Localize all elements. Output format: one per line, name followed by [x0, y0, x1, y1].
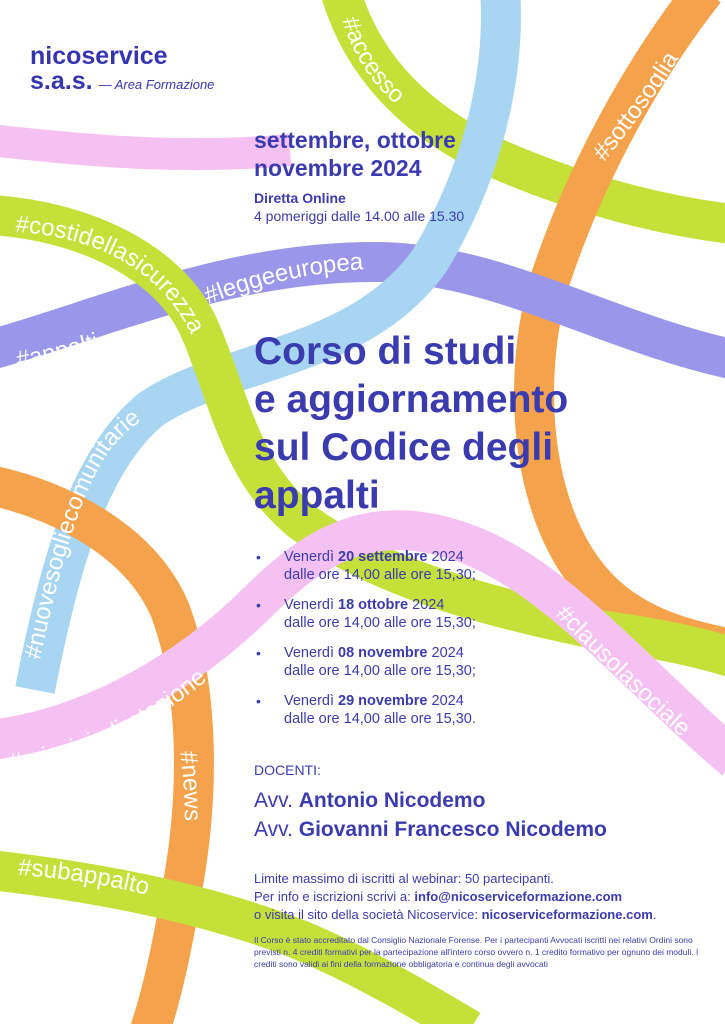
session-item	[256, 692, 556, 728]
sessions-list	[256, 548, 556, 740]
hashtag-nuovesogliecomunitarie: #nuovesogliecomunitarie	[19, 403, 146, 662]
teachers-list	[254, 786, 607, 844]
course-title-line: appalti	[254, 474, 380, 517]
teachers-label: DOCENTI:	[254, 762, 321, 778]
logo-second-line	[30, 69, 214, 97]
email-link[interactable]: info@nicoserviceformazione.com	[414, 889, 623, 904]
session-year: 2024	[427, 693, 464, 709]
session-item	[256, 548, 556, 584]
teacher-item	[254, 786, 607, 815]
hashtag-principiodirotazione: #principiodirotazione	[6, 663, 212, 777]
session-time: dalle ore 14,00 alle ore 15,30.	[284, 711, 476, 727]
hashtag-accesso: #accesso	[336, 13, 411, 109]
site-suffix: .	[652, 907, 657, 922]
delivery-mode: Diretta Online	[254, 190, 346, 206]
site-line	[254, 906, 714, 924]
teacher-name: Giovanni Francesco Nicodemo	[298, 818, 607, 841]
course-title-line: Corso di studi	[254, 330, 517, 373]
months-line-1: settembre, ottobre	[254, 127, 456, 153]
course-title-line: sul Codice degli	[254, 426, 554, 469]
accreditation-note: Il Corso è stato accreditato dal Consiglio Nazionale Forense. Per i partecipanti Avvocati iscritti nei relativi Ordini sono previsti n. 4 crediti formativi per la partecipazione all'intero corso ovvero n. 1 credito formativo per ognuno dei moduli. I crediti sono validi ai fini della formazione obbligatoria e continua degli avvocati	[254, 935, 699, 969]
session-day: Venerdì	[284, 597, 339, 613]
logo-name: nicoservice	[30, 42, 168, 70]
teacher-item	[254, 815, 607, 844]
schedule-block	[254, 126, 464, 224]
contact-line	[254, 888, 714, 906]
course-title-line: e aggiornamento	[254, 378, 569, 421]
site-prefix: o visita il sito della società Nicoservice:	[254, 907, 482, 922]
hashtag-leggeeuropea: #leggeeuropea	[200, 248, 365, 310]
info-block	[254, 870, 714, 924]
website-link[interactable]: nicoserviceformazione.com	[481, 907, 653, 922]
session-date: 29 novembre	[338, 693, 428, 709]
months-line-2: novembre 2024	[254, 155, 422, 181]
hashtag-subappalto: #subappalto	[17, 854, 153, 901]
hashtag-appalti: #appalti	[13, 327, 102, 374]
session-year: 2024	[427, 645, 464, 661]
session-time: dalle ore 14,00 alle ore 15,30;	[284, 615, 476, 631]
logo	[30, 44, 214, 97]
participant-limit: Limite massimo di iscritti al webinar: 50 partecipanti.	[254, 871, 554, 886]
hashtag-news: #news	[174, 749, 206, 822]
hashtag-clausolasociale: #clausolasociale	[550, 600, 696, 742]
session-date: 20 settembre	[338, 549, 428, 565]
session-date: 08 novembre	[338, 645, 428, 661]
hashtag-sottosoglia: #sottosoglia	[587, 46, 684, 166]
session-year: 2024	[408, 597, 445, 613]
session-day: Venerdì	[284, 693, 339, 709]
teacher-prefix: Avv.	[254, 789, 299, 812]
session-year: 2024	[427, 549, 464, 565]
teacher-name: Antonio Nicodemo	[298, 789, 486, 812]
teacher-prefix: Avv.	[254, 818, 299, 841]
session-time: dalle ore 14,00 alle ore 15,30;	[284, 567, 476, 583]
afternoons-info: 4 pomeriggi dalle 14.00 alle 15.30	[254, 208, 465, 224]
session-date: 18 ottobre	[338, 597, 409, 613]
contact-prefix: Per info e iscrizioni scrivi a:	[254, 889, 415, 904]
session-item	[256, 596, 556, 632]
hashtag-costidellasicurezza: #costidellasicurezza	[14, 210, 211, 338]
session-day: Venerdì	[284, 645, 339, 661]
course-title	[254, 328, 694, 520]
session-time: dalle ore 14,00 alle ore 15,30;	[284, 663, 476, 679]
session-item	[256, 644, 556, 680]
session-day: Venerdì	[284, 549, 339, 565]
logo-suffix: s.a.s.	[30, 67, 93, 95]
logo-area: — Area Formazione	[98, 77, 215, 92]
